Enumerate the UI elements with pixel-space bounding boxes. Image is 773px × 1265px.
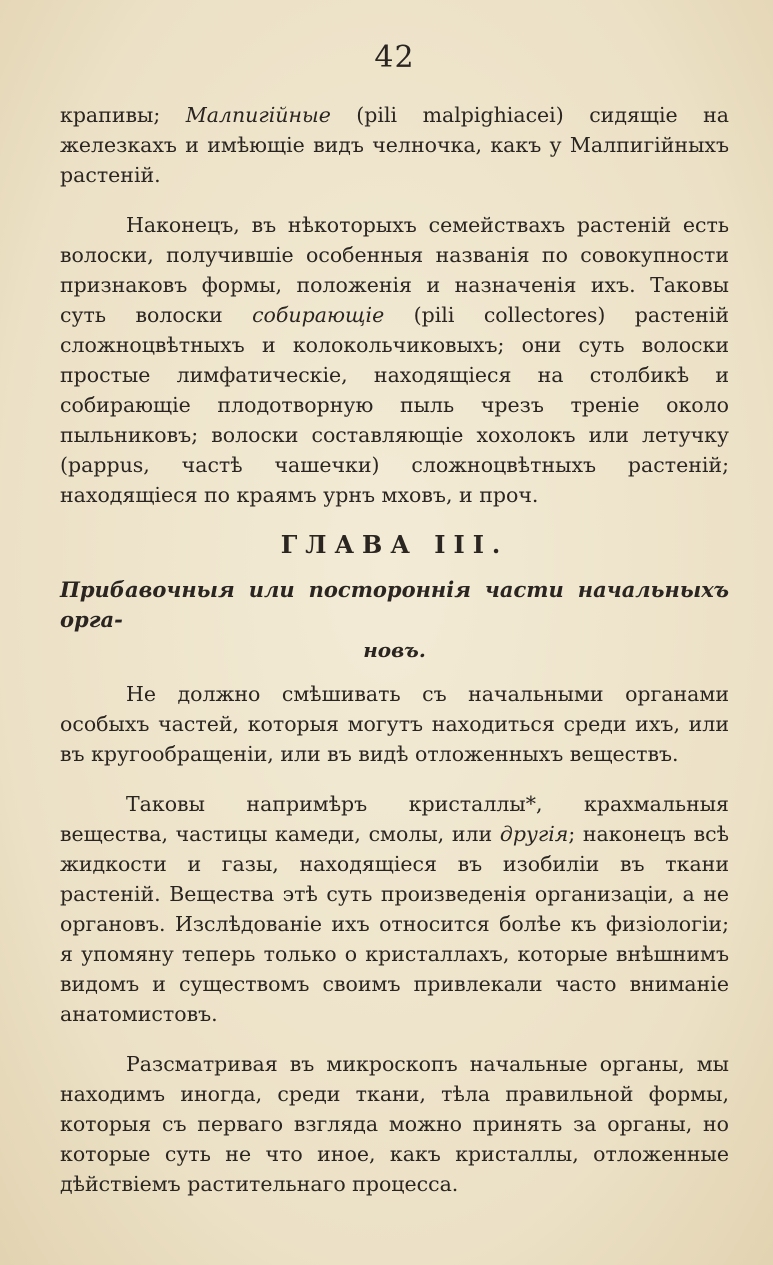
paragraph-gap (60, 190, 729, 210)
text-run: Таковы напримѣръ кристаллы*, крахмальныя вещества, частицы камеди, смолы, или (60, 792, 729, 846)
paragraph-gap (60, 769, 729, 789)
text-run: (pili collectores) растеній сложноцвѣтныхъ и колокольчиковыхъ; они суть волоски простые лимфатическіе, находящіеся на столбикѣ и собирающіе плодотворную пыль чрезъ треніе около пыльниковъ; волоски составляющіе хохолокъ или летучку (pappus, частѣ чашечки) сложноцвѣтныхъ растеній; находящіеся по краямъ урнъ мховъ, и проч. (60, 303, 729, 507)
text-run: Разсматривая въ микроскопъ начальные органы, мы находимъ иногда, среди ткани, тѣла правильной формы, которыя съ перваго взгляда можно принять за органы, но которые суть не что иное, какъ кристаллы, отложенные дѣйствіемъ растительнаго процесса. (60, 1052, 729, 1196)
text-run-italic: Малпигійные (185, 103, 331, 127)
chapter-heading: ГЛАВА III. (280, 530, 509, 559)
page-number: 42 (374, 40, 415, 75)
paragraph (60, 1049, 729, 1199)
chapter-subtitle-line: новъ. (363, 638, 426, 662)
text-run: Не должно смѣшивать съ начальными органами особыхъ частей, которыя могутъ находиться среди ихъ, или въ кругообращеніи, или въ видѣ отложенныхъ веществъ. (60, 682, 729, 766)
text-run: Наконецъ, въ нѣкоторыхъ семействахъ растеній есть волоски, получившіе особенныя названія по совокупности признаковъ формы, положенія и назначенія ихъ. Таковы суть волоски (60, 213, 729, 327)
paragraph (60, 789, 729, 1029)
paragraph-gap (60, 1029, 729, 1049)
text-run: крапивы; (60, 103, 186, 127)
paragraph (60, 210, 729, 510)
paragraph-continuation (60, 100, 729, 190)
text-run-italic: другія (499, 822, 569, 846)
text-run-italic: собирающіе (252, 303, 385, 327)
paragraph (60, 679, 729, 769)
chapter-subtitle-line: Прибавочныя или постороннія части начальныхъ орга- (60, 577, 729, 632)
chapter-subtitle (60, 575, 729, 665)
text-run: ; наконецъ всѣ жидкости и газы, находящіеся въ изобиліи въ ткани растеній. Вещества этѣ суть произведенія организаціи, а не органовъ. Изслѣдованіе ихъ относится болѣе къ физіологіи; я упомяну теперь только о кристаллахъ, которые внѣшнимъ видомъ и существомъ своимъ привлекали часто вниманіе анатомистовъ. (60, 822, 729, 1026)
text-run: (pili malpighiacei) сидящіе на железкахъ и имѣющіе видъ челночка, какъ у Малпигійныхъ растеній. (60, 103, 729, 187)
